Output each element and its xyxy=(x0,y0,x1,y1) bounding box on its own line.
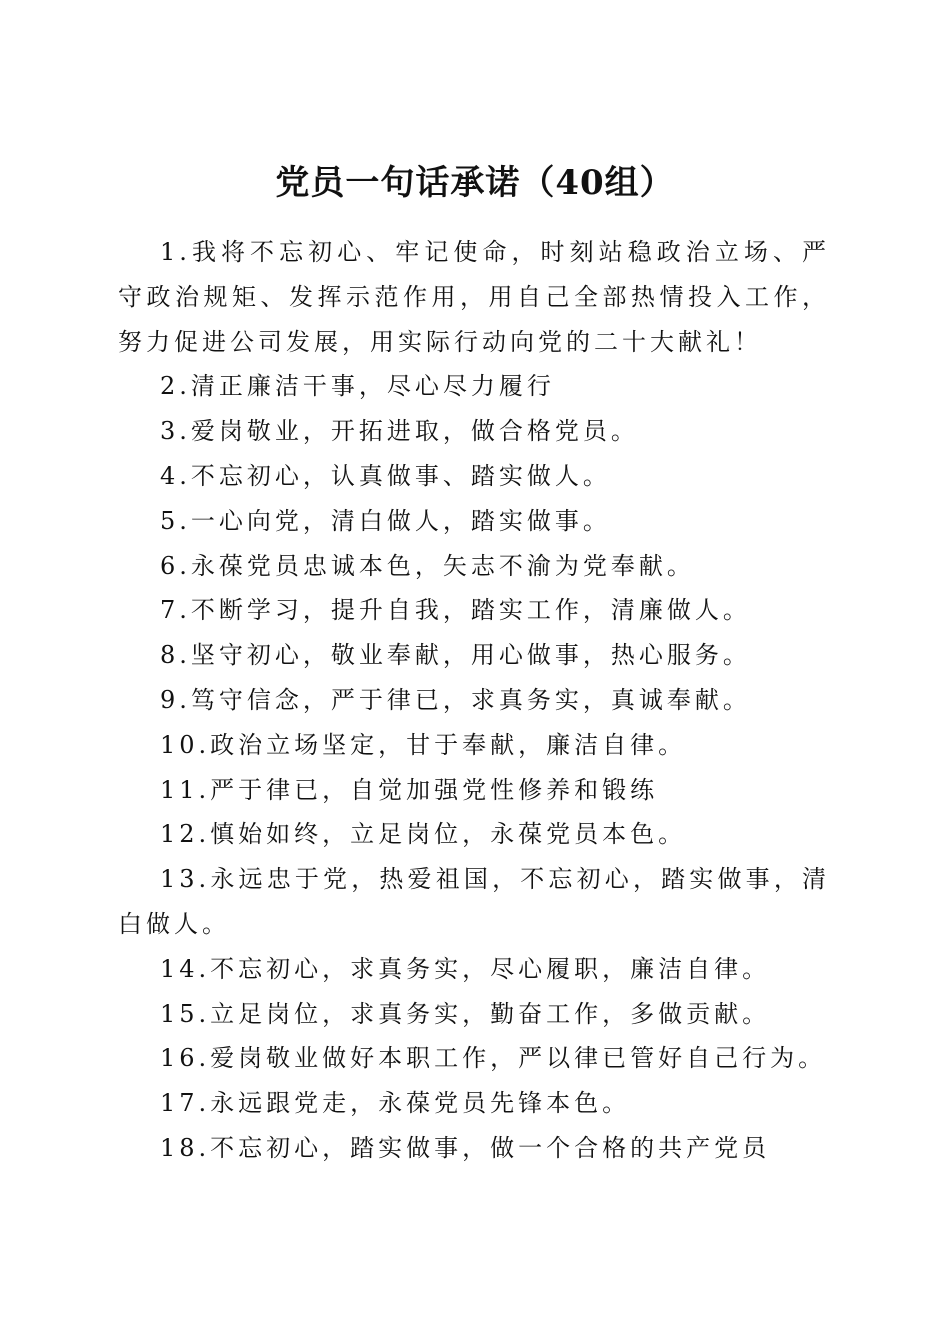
commitment-item: 9.笃守信念，严于律已，求真务实，真诚奉献。 xyxy=(160,685,751,714)
commitment-item: 18.不忘初心，踏实做事，做一个合格的共产党员 xyxy=(160,1133,771,1162)
commitment-item: 16.爱岗敬业做好本职工作，严以律已管好自己行为。 xyxy=(160,1044,827,1073)
commitment-item: 2.清正廉洁干事，尽心尽力履行 xyxy=(160,372,555,401)
commitment-item: 8.坚守初心，敬业奉献，用心做事，热心服务。 xyxy=(160,641,751,670)
commitment-item: 17.永远跟党走，永葆党员先锋本色。 xyxy=(160,1089,631,1118)
commitment-item: 14.不忘初心，求真务实，尽心履职，廉洁自律。 xyxy=(160,954,771,983)
commitment-item: 10.政治立场坚定，甘于奉献，廉洁自律。 xyxy=(160,730,687,759)
commitment-item: 12.慎始如终，立足岗位，永葆党员本色。 xyxy=(160,820,687,849)
document-title: 党员一句话承诺（40组） xyxy=(275,162,675,203)
commitment-item: 4.不忘初心，认真做事、踏实做人。 xyxy=(160,461,611,490)
commitment-item: 6.永葆党员忠诚本色，矢志不渝为党奉献。 xyxy=(160,551,695,580)
commitment-item: 5.一心向党，清白做人，踏实做事。 xyxy=(160,506,611,535)
commitment-item: 7.不断学习，提升自我，踏实工作，清廉做人。 xyxy=(160,596,751,625)
commitment-item: 1.我将不忘初心、牢记使命，时刻站稳政治立场、严守政治规矩、发挥示范作用，用自己全部热情投入工作，努力促进公司发展，用实际行动向党的二十大献礼！ xyxy=(118,238,830,356)
commitment-list xyxy=(118,230,830,1171)
commitment-item: 13.永远忠于党，热爱祖国，不忘初心，踏实做事，清白做人。 xyxy=(118,865,830,938)
commitment-item: 15.立足岗位，求真务实，勤奋工作，多做贡献。 xyxy=(160,999,771,1028)
commitment-item: 11.严于律已，自觉加强党性修养和锻练 xyxy=(160,775,659,804)
commitment-item: 3.爱岗敬业，开拓进取，做合格党员。 xyxy=(160,417,639,446)
